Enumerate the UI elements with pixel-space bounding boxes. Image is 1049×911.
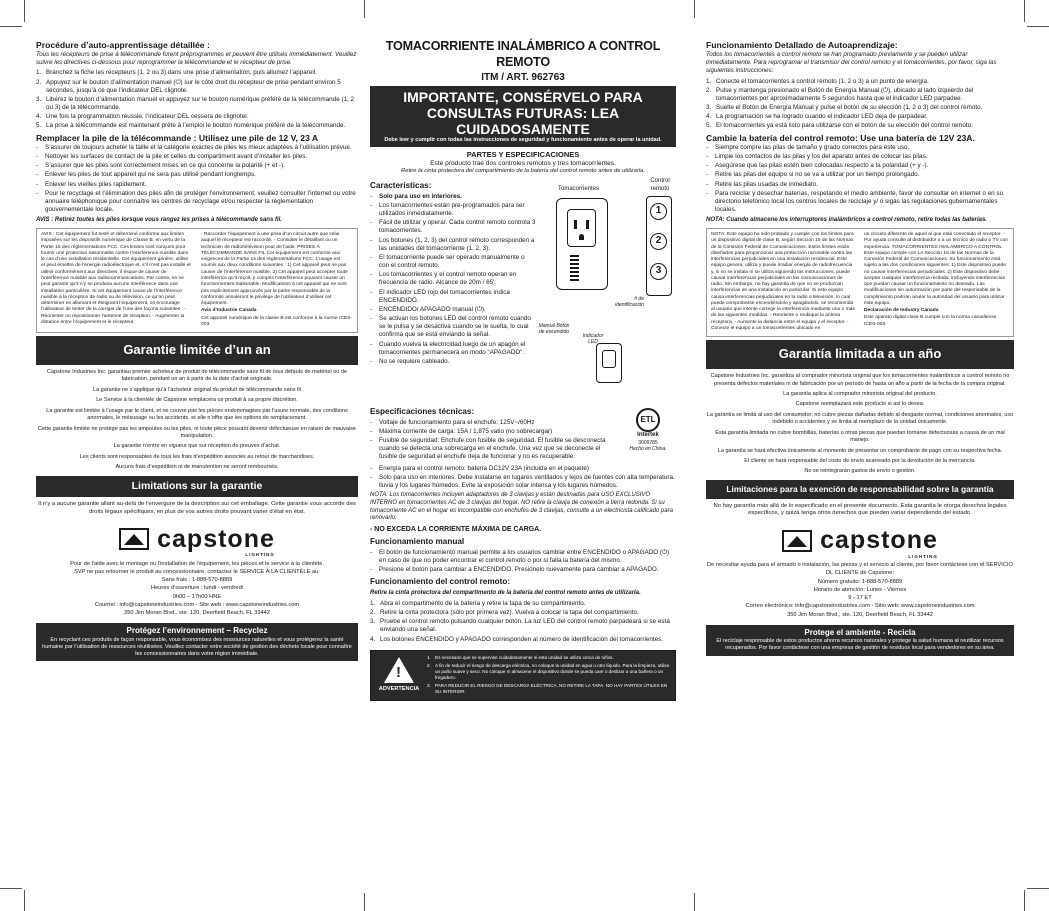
manual-label: Manual Botón de encendido: [538, 322, 570, 336]
list-item: 1. Conecte el tomacorrientes a control remoto (1, 2 o 3) a un punto de energía.: [706, 77, 929, 85]
list-item: - Siempre compre las pilas de tamaño y grado correctos para este uso.: [706, 143, 910, 151]
parts-note: Retire la cinta protectora del compartimiento de la batería del control remoto antes de utilizarla.: [401, 168, 645, 175]
manual-title: Funcionamiento manual: [370, 537, 465, 547]
fr-eco-banner: Protégez l’environnement – Recyclez En recyclant ces produits de façon responsable, vous économisez des ressources naturelles et vous protégerez la santé humaine par l’utilisation de ressources réutilisées. Veuillez contacter votre société de gestion des déchets locale pour connaître les concessionnaires dans votre région immédiate.: [36, 623, 358, 661]
list-item: 3. Libérez le bouton d’alimentation manuel et appuyez sur le bouton numérique préféré de la télécommande (1, 2 ou 3) de la télécommande.: [36, 95, 355, 112]
es-battery-list: [706, 144, 1014, 214]
list-item: - El indicador LED rojo del tomacorrientes indica ENCENDIDO.: [370, 288, 510, 304]
outlet-side-view: [596, 343, 622, 383]
es-procedure-title: Funcionamiento Detallado de Autoaprendizaje:: [706, 40, 898, 50]
remote-button-2: 2: [650, 233, 667, 250]
list-item: - Los botones (1, 2, 3) del control remoto corresponden a las unidades del tomacorriente (1, 2, 3).: [370, 236, 535, 252]
outlet-vent: [570, 255, 579, 283]
es-steps: [706, 78, 1014, 131]
outlets-label: Tomacorrientes: [558, 185, 600, 192]
remote-label: Control remoto: [650, 177, 670, 192]
es-nota-note: NOTA: Cuando almacene los interruptores inalámbricos a control remoto, retire todas las baterías.: [706, 217, 987, 224]
list-item: - Nettoyer les surfaces de contact de la pile et celles du compartiment avant d’installer les piles.: [36, 153, 308, 161]
list-item: - Sólo para uso en interiores. Debe instalarse en lugares ventilados y lejos de fuentes con alta temperatura. lluvia y los lugares húmedos. Evite la exposición solar intensa y los lugares húmedos.: [370, 473, 675, 489]
list-item: 1. Branchez la fiche les récepteurs (1, 2 ou 3) dans une prise d’alimentation, puis allumez l’appareil.: [36, 69, 317, 77]
list-item: - Pour le recyclage et l’élimination des piles afin de protéger l’environnement, veuillez consulter l’internet ou votre annuaire téléphonique pour connaître les centres de recyclage et/ou respecter la réglementation gouvernementale locale.: [36, 189, 356, 214]
list-item: 4. La programación se ha logrado cuando el indicador LED deja de parpadear.: [706, 113, 928, 121]
es-battery-title: Cambie la batería del control remoto: Use una batería de 12V 23A.: [706, 132, 975, 143]
tech-list-cont: [370, 465, 676, 491]
spanish-panel: [706, 38, 1014, 883]
list-item: - Para reciclar y desechar baterías, respetando el medio ambiente, favor de consultar en internet o en su directorio telefónico local los centros locales de reciclaje y/ o sigas las regulaciones gubernamentales locales.: [706, 189, 1004, 214]
warning-label: ADVERTENCIA: [378, 686, 420, 693]
list-item: - ENCENDIDO/ APAGADO manual (⏻).: [370, 305, 486, 313]
list-item: - El botón de funcionamiento manual permite a los usuarios cambiar entre ENCENDIDO o APAGADO (⏻) en caso de que no poder encontrar el control remoto o por si falla la batería del mismo.: [370, 548, 670, 565]
important-banner: IMPORTANTE, CONSÉRVELO PARA CONSULTAS FUTURAS: LEA CUIDADOSAMENTE Debe leer y cumplir con todas las instrucciones de seguridad y funcionamiento antes de operar la unidad.: [370, 86, 676, 147]
es-limits-text: No hay garantía más allá de lo especificado en el presente documento. Esta garantía le otorga derechos legales específicos, y quizá tenga otros derechos que pueden variar dependiendo del estado.: [713, 502, 1007, 517]
list-item: - S’assurer que les piles sont correctement mises en ce qui concerne la polarité (+ et -).: [36, 162, 285, 170]
remote-button-1: 1: [650, 203, 667, 220]
certification-mark: ETL Intertek 3009785 Hecho en China.: [620, 404, 676, 464]
parts-desc: Este producto trae dos controles remotos y tres tomacorrientes.: [430, 159, 616, 167]
warning-icon: !: [384, 657, 414, 683]
led-label: Indicador LED: [582, 332, 604, 346]
list-item: 3. Suelte el Botón de Energía Manual y pulse el botón de su elección (1, 2 o 3) del control remoto.: [706, 104, 983, 112]
list-item: 3. Pruebe el control remoto pulsando cualquier botón. La luz LED del control remoto parpadeará si se está enviando una señal.: [370, 618, 670, 634]
fr-limits-banner: Limitations sur la garantie: [36, 476, 358, 498]
features-list: [370, 193, 536, 366]
fr-limits-text: Il n’y a aucune garantie allant au-delà de l’envergure de la description sur cet emballage. Cette garantie vous accorde des droits légaux spécifiques, en plus de vos autres droits pouvant varier d’état en état.: [38, 501, 356, 515]
es-warranty-banner: Garantía limitada a un año: [706, 340, 1014, 369]
lamp-icon: [782, 530, 812, 552]
fr-fcc-box: [36, 228, 358, 333]
remote-device: [646, 196, 672, 296]
etl-icon: ETL: [636, 408, 660, 432]
remote-button-3: 3: [650, 263, 667, 280]
fr-battery-title: Remplacer la pile de la télécommande : Utilisez une pile de 12 V, 23 A: [36, 132, 319, 143]
list-item: - Limpie los contactos de las pilas y los del aparato antes de colocar las pilas.: [706, 153, 928, 161]
es-fcc-left: NOTA: Este equipo ha sido probado y cumple con los límites para un dispositivo digital de clase B, según Sección 15 de las Normas de la Comisión Federal de Comunicaciones. Estos límites están diseñados para proporcionar una protección razonable contra las interferencias perjudiciales en una instalación residencial. Este equipo genera, utiliza y puede irradiar energía de radiofrecuencia y, si no se instala ni se utiliza siguiendo las instrucciones, puede causar interferencias perjudiciales en las comunicaciones de radio. Sin embargo, no hay garantía de que no se produzcan interferencias en una instalación en particular. Si este equipo causa interferencias perjudiciales en la radio o televisión, lo cual puede comprobarse encendiéndolo y apagándolo, se recomienda al usuario que intente corregir la interferencia mediante una o más de las siguientes medidas: - Reoriente o reubique la antena receptora. - Aumente la distancia entre el equipo y el receptor. - Conecte el equipo a un tomacorrientes ubicado en: [711, 232, 855, 331]
fr-procedure-intro: Tous les récepteurs de prise à télécommande furent préprogrammés et peuvent être utilisés immédiatement. Veuillez suivre les directives ci-dessous pour reprogrammer la télécommande et le récepteur de prise.: [36, 51, 357, 67]
list-item: 1. Es necesario que se supervise cuidadosamente si esta unidad se utiliza cerca de niños.: [427, 654, 614, 660]
list-item: - Voltaje de funcionamiento para el enchufe: 125V~/60Hz: [370, 418, 535, 426]
list-item: - Retire las pilas del equipo si no se va a utilizar por un tiempo prolongado.: [706, 171, 920, 179]
es-limits-banner: Limitaciones para la exención de responsabilidad sobre la garantía: [706, 480, 1014, 499]
es-procedure-intro: Todos los tomacorrientes a control remoto se han programado previamente y se pueden utilizar inmediatamente. Para reprogramar el transmisor del control remoto y el tomacorrientes, por favor, siga las siguientes instrucciones:: [706, 51, 997, 75]
es-contact: De necesitar ayuda para el armado o instalación, las piezas y el servicio al cliente, por favor contáctese con el SERVICIO DL CLIENTE de Capstone: Número gratuito: 1-888-570-8889 Horario de atención: Lunes - Viernes 9 - 17 ET Correo electrónico: info@capstoneindustries.com - Sitio web: www.capstoneindustries.com 350 Jim Moran Blvd., ste. 120, Deerfield Beach, FL 33442: [707, 562, 1013, 618]
list-item: 1. Abra el compartimento de la batería y retire la tapa de su compartimiento.: [370, 599, 586, 607]
fr-steps: [36, 69, 358, 130]
list-item: - Máxima corriente de carga: 15A / 1,875 vatio (no sobrecargar): [370, 427, 553, 435]
fr-contact: Pour de l’aide avec le montage ou l’installation de l’équipement, les pièces et le service à la clientèle, SVP ne pas retourner le produit au concessionnaire, contactez le SERVICE À LA CLIENTÈLE au: Sans frais : 1-888-570-8889 Heures d’ouverture : lundi - vendredi 9h00 – 17h00 HNE Courriel : info@capstoneindustries.com - Site web : www.capstoneindustries.com 350 Jim Moran Blvd., ste. 120, Deerfield Beach, FL 33442: [70, 560, 324, 617]
es-canada-title: Declaración de Industry Canada: [864, 308, 939, 314]
outlet-device: [556, 198, 608, 290]
list-item: - El tomacorriente puede ser operado manualmente o con el control remoto.: [370, 253, 525, 270]
es-fcc-right: un circuito diferente de aquel al que está conectado el receptor. - Por ayuda consulte al distribuidor o a un técnico de radio o TV con experiencia. TOMACORRIENTES INALÁMBRICO A CONTROL Este equipo cumple con LA Sección 15 de las Normas de la Comisión Federal de Comunicaciones. Su funcionamiento está sujeto a las dos condiciones siguientes: 1) Este dispositivo puede no causar interferencias perjudiciales. 2) Este dispositivo debe aceptar cualquier interferencia recibida, incluyendo interferencias que puedan causar un funcionamiento no deseado. Las modificaciones sin autorización por parte del responsable de la cumplimiento podrían anular la autoridad del usuario para utilizar este equipo.: [864, 232, 1008, 306]
list-item: 2. Pulse y mantenga presionado el Botón de Energía Manual (⏻), ubicado al lado izquierdo del tomacorrientes por aproximadamente 5 segundos hasta que el indicador LED parpadee.: [706, 86, 974, 102]
list-item: 4. Une fois la programmation réussie, l’indicateur DEL cessera de clignoter.: [36, 113, 249, 121]
list-item: - Fácil de utilizar y operar. Cada control remoto controla 3 tomacorrientes.: [370, 219, 536, 235]
list-item: - Asegúrese que las pilas estén bien colocadas respecto a la polaridad (+ y -).: [706, 162, 929, 170]
fr-fcc-left: AVIS : Cet équipement fut testé et déterminé conforme aux limites imposées sur les dispositifs numérique de Classe B, en vertu de la Partie 15 des réglementations FCC. Ces limites sont conçues pour fournir une protection raisonnable contre l’interférence nuisible dans le cas d’une installation résidentielle. Cet équipement génère, utilise et peut émettre de l’énergie radioélectrique et, s’il n’est pas installé et utilisé conformément aux directives, il risque de causer de l’interférence nuisible aux radiocommunications. Par contre, on ne peut garantir qu’il n’y se produira aucune interférence dans une installation particulière. Si cet équipement cause de l’interférence nuisible à la réception de radio ou de télévision, ce qu’on peut déterminer en allumant et éteignant l’équipement, on encourage l’utilisateur de tenter de la corriger de l’une des façons suivantes : - Réorienter ou repositionner l’antenne de réception. - Augmenter la distance entre l’équipement et le récepteur.: [41, 232, 191, 325]
warning-list: [427, 651, 675, 700]
item-number: ITM / ART. 962763: [481, 71, 565, 83]
outlet-face: [567, 209, 596, 247]
spanish-main-panel: [370, 38, 676, 883]
list-item: - Se activan los botones LED del control remoto cuando se le pulsa y se desactiva cuando se le suelta, lo cual confirma que se está enviando la señal.: [370, 315, 531, 339]
list-item: - Enlever les piles de tout appareil qui ne sera pas utilisé pendant longtemps.: [36, 171, 256, 179]
nota-adapters: NOTA: Los tomacorrientes incluyen adaptadores de 3 clavijas y están destinadas para USO EXCLUSIVO INTERNO en tomacorrientes AC de 3 clavijas del hogar. NO retire la clavija de conexión a tierra redonda. Si su tomacorriente AC en el hogar es incompatible con enchufes de 3 clavijas, consulte a un electricista calificado para renovarlo.: [370, 492, 673, 522]
capstone-logo: capstone LIGHTING: [706, 528, 1014, 553]
remote-op-steps: [370, 600, 676, 644]
list-item: 2. Appuyez sur le bouton d’alimentation manuel (⏻) sur le côté droit du récepteur de prise pendant environ 5 secondes, jusqu’à ce que l’indicateur DEL clignote.: [36, 78, 341, 94]
list-item: - S’assurer de toujours acheter la taille et la catégorie exactes de piles les mieux adaptées à l’utilisation prévue.: [36, 143, 352, 151]
fr-avis-note: AVIS : Retirez toutes les piles lorsque vous rangez les prises à télécommande sans fil.: [36, 217, 282, 224]
remote-op-note: Retire la cinta protectora del compartimento de la batería del control remoto antes de utilizarla.: [370, 590, 641, 597]
list-item: 5. El tomacorrientes ya está listo para utilizarse con el botón de su elección del control remoto.: [706, 122, 973, 130]
es-eco-banner: Protege el ambiente - Recicla El reciclaje responsable de estos productos ahorra recursos naturales y protege la salud humana al reutilizar recursos recuperados. Por favor contáctese con una empresa de gestión de residuos local para vendedores en su área.: [706, 625, 1014, 656]
list-item: 2. A fin de reducir el riesgo de descarga eléctrica, no coloque la unidad en agua u otro líquido. Para la limpieza, utilice un paño suave y seco. No coloque ni almacene el dispositivo donde se pueda caer o deslizar a una bañera o un fregadero.: [427, 662, 670, 680]
list-item: - Cuando vuelva la electricidad luego de un apagón el tomacorrientes permanecerá en modo “APAGADO”.: [370, 340, 526, 356]
es-canada-text: Este aparato digital clase B cumple con la norma canadiense ICES-003.: [864, 315, 997, 327]
remote-op-title: Funcionamiento del control remoto:: [370, 577, 511, 587]
tech-list: [370, 419, 620, 462]
list-item: - Enlever les vieilles piles rapidement.: [36, 180, 147, 188]
lamp-icon: [119, 528, 149, 550]
capstone-logo: capstone LIGHTING: [36, 527, 358, 552]
es-warranty-text: Capstone Industries Inc. garantiza al comprador minorista original que los tomacorrientes inalámbricos a control remoto no presenta defectos materiales ni de fabricación por un período de hasta un año a partir de la fecha de la compra original. La garantía aplica al comprador minorista original del producto. Capstone reemplazará este producto si así lo desea. La garantía se limita al uso del consumidor; no cubre piezas dañadas debido al desgaste normal, condiciones anormales, uso indebido o accidentes y se limita al reemplazo de la unidad únicamente. Esta garantía limitada no cubre bombillas, baterías u otras piezas que puedan tornarse defectuosas a causa de un mal manejo. La garantía se hará efectiva únicamente al momento de presentar un comprobante de pago con su respectiva fecha. El cliente se hará responsable del costo de envío acarreado por la devolución de la mercancía. No se reintegrarán gastos de envío o gestión.: [706, 373, 1014, 475]
es-fcc-box: [706, 228, 1014, 337]
fr-fcc-right: - Raccorder l’équipement à une prise d’un circuit autre que celui auquel le récepteur est raccordé. - Consulter le détaillant ou un technicien de radio/télévision pour de l’aide. PRISES À TÉLÉCOMMANDE SANS FIL Cet équipement est conforme aux exigences de la Partie 15 des réglementations FCC. L’usage est soumis aux deux conditions suivantes : 1) Cet appareil peut ne pas causer de l’interférence nuisible. 2) Cet appareil peut accepter toute interférence qu’il reçoit, y compris l’interférence pouvant causer un fonctionnement indésirable. Modifications à cet appareil qui ne sont pas explicitement approuvés par la partie responsable de la conformité annuleront le privilège de l’utilisateur d’utiliser cet équipement.: [201, 232, 348, 307]
fr-procedure-title: Procédure d’auto-apprentissage détaillée :: [36, 40, 210, 50]
french-panel: [36, 38, 358, 883]
list-item: - No se requiere cableado.: [370, 357, 450, 365]
id-label: # de identificación: [615, 295, 644, 309]
list-item: - Fusible de seguridad: Enchufe con fusible de seguridad. El fusible se desconecta cuando se detecta una sobrecarga en el enchufe. Una vez que se deconecte el fusible de seguridad el enchufe deja de funcionar y no es recuperable.: [370, 436, 606, 461]
parts-title: PARTES Y ESPECIFICACIONES: [466, 150, 580, 160]
fr-warranty-text: Capstone Industries Inc. garantiau premier acheteur de produit de télécommande sans fil de tous défauts de matériel ou de fabrication, pendant un an à partir de la date d’achat originale. La garantie ne s’applique qu’à l’acheteur original du produit de télécommande sans fil Le Service à la clientèle de Capstone remplacera ce produit à sa propre discrétion. La garantie est limitée à l’usage par le client, et ne couvre pas les pièces endommagées par l’usure normale, des conditions anormales, le mésusage ou les accidents, et elle n’offre que les options de remplacement. Cette garantie limitée ne protège pas les ampoules ou les piles, ni toute pièce pouvant devenir défectueuse en raison de mauvaise manipulation. La garantie n’entre en vigueur que sur réception de preuves d’achat. Les clients sont responsables de tous les frais d’expédition associés au retour de marchandises. Aucuns frais d’expédition ni de manutention ne seront remboursés.: [38, 369, 356, 471]
list-item: 2. Retire la cinta protectora (sólo por primera vez). Vuelva a colocar la tapa del compartimiento.: [370, 609, 639, 617]
fr-battery-list: [36, 144, 358, 214]
list-item: - Los tomacorrientes y el control remoto operan en frecuencia de radio. Alcance de 20m / 65'.: [370, 271, 517, 287]
list-item: 4. Los botones ENCENDIDO y APAGADO corresponden al número de identificación del tomacorrientes.: [370, 635, 664, 643]
features-title: Características:: [370, 180, 432, 190]
product-title: TOMACORRIENTE INALÁMBRICO A CONTROL REMOTO: [385, 39, 661, 70]
list-item: - Presione el botón para cambiar a ENCENDIDO. Presiónelo nuevamente para cambiar a APAGADO.: [370, 566, 659, 574]
list-item: - Energía para el control remoto: batería DC12V 23A (incluida en el paquete): [370, 464, 590, 472]
tech-title: Especificaciones técnicas:: [370, 406, 475, 416]
list-item: - Solo para uso en interiores.: [370, 192, 462, 200]
fr-canada-text: Cet appareil numérique de la classe B est conforme à la norme ICES-003.: [201, 315, 353, 327]
list-item: - Los tomacorrientes están pre-programados para ser utilizados inmediatamente.: [370, 201, 525, 217]
list-item: - Retire las pilas usadas de inmediato.: [706, 180, 818, 188]
product-figure: [536, 178, 676, 404]
warning-box: [370, 650, 676, 701]
manual-list: [370, 549, 676, 575]
fr-warranty-banner: Garantie limitée d’un an: [36, 336, 358, 365]
list-item: 3. PARA REDUCIR EL RIESGO DE DESCARGA ELÉCTRICA, NO RETIRE LA TAPA. NO HAY PARTES ÚTILES EN SU INTERIOR.: [427, 682, 668, 694]
fr-canada-title: Avis d’Industrie Canada: [201, 308, 257, 314]
no-exceed-warning: - NO EXCEDA LA CORRIENTE MÁXIMA DE CARGA.: [370, 526, 542, 534]
list-item: 5. La prise à télécommande est maintenant prête à l’emploi le bouton numérique préféré de la télécommande.: [36, 122, 346, 130]
